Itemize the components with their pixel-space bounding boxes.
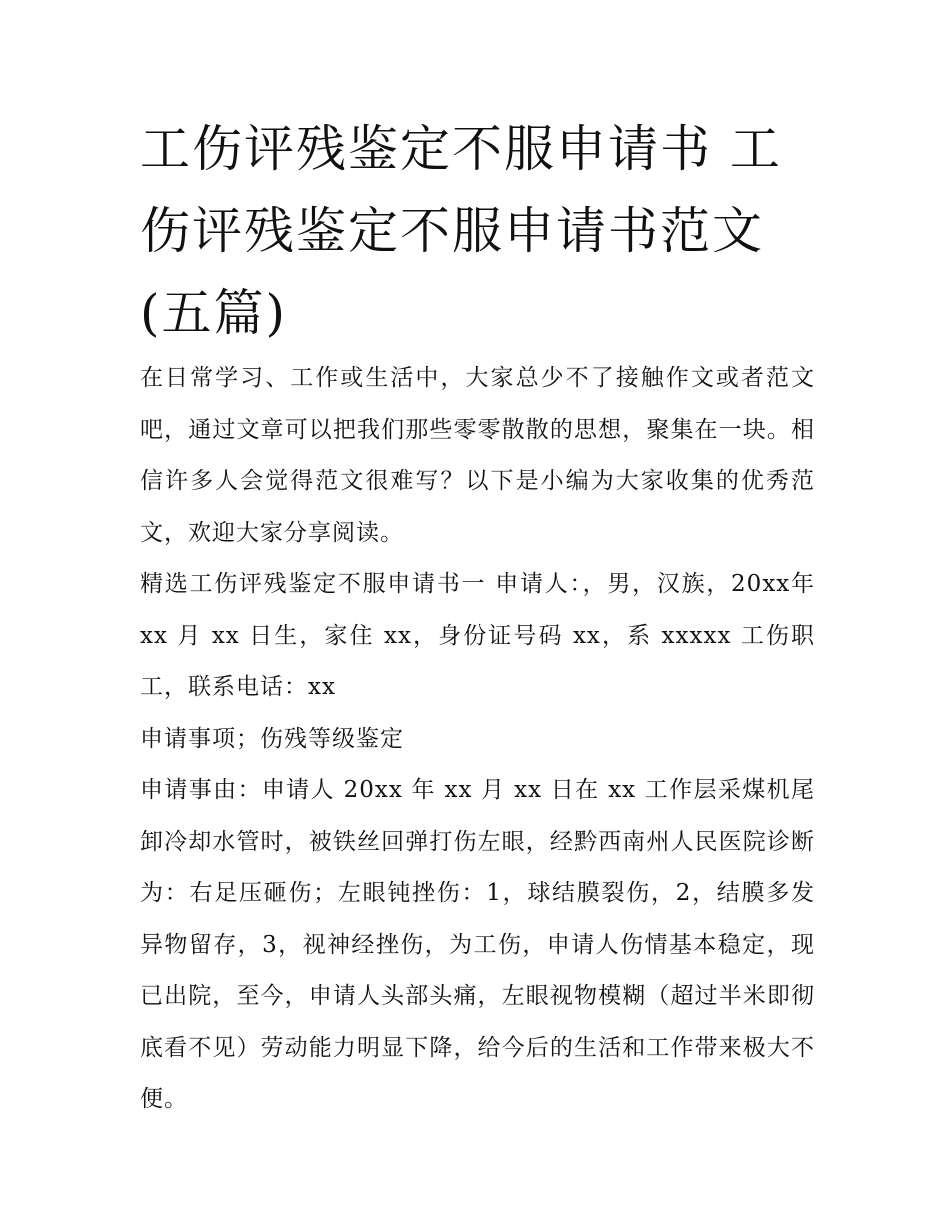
document-body [140, 353, 815, 1126]
intro-paragraph: 在日常学习、工作或生活中，大家总少不了接触作文或者范文吧，通过文章可以把我们那些零零散散的思想，聚集在一块。相信许多人会觉得范文很难写？以下是小编为大家收集的优秀范文，欢迎大家分享阅读。 [140, 365, 815, 546]
applicant-paragraph: 精选工伤评残鉴定不服申请书一 申请人：，男，汉族，20xx年 xx 月 xx 日生，家住 xx，身份证号码 xx，系 xxxxx 工伤职工，联系电话：xx [140, 571, 815, 700]
request-item-paragraph: 申请事项；伤残等级鉴定 [140, 725, 404, 752]
request-reason-paragraph: 申请事由：申请人 20xx 年 xx 月 xx 日在 xx 工作层采煤机尾卸冷却水管时，被铁丝回弹打伤左眼，经黔西南州人民医院诊断为：右足压砸伤；左眼钝挫伤：1，球结膜裂伤，2，结膜多发异物留存，3，视神经挫伤，为工伤，申请人伤情基本稳定，现已出院，至今，申请人头部头痛，左眼视物模糊（超过半米即彻底看不见）劳动能力明显下降，给今后的生活和工作带来极大不便。 [140, 777, 815, 1112]
document-title: 工伤评残鉴定不服申请书 工伤评残鉴定不服申请书范文(五篇) [140, 120, 782, 342]
